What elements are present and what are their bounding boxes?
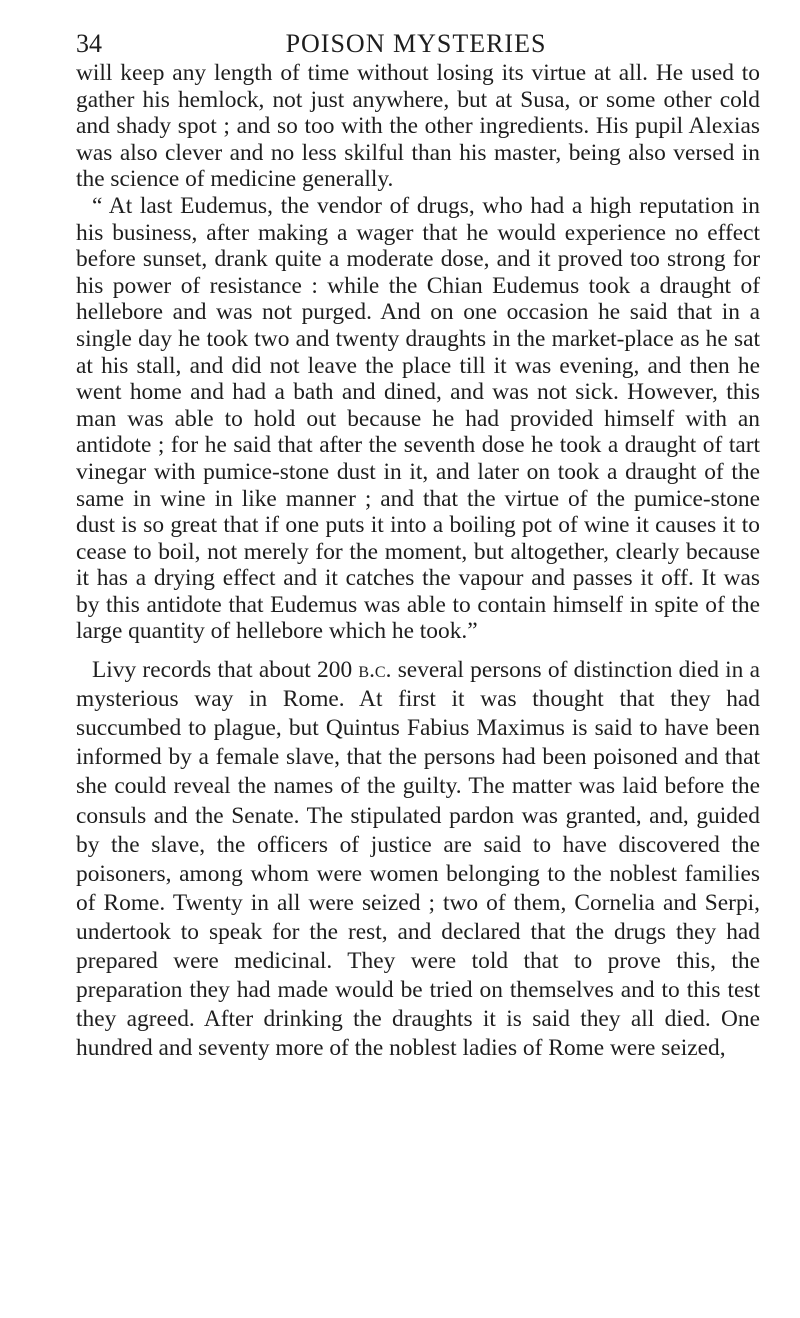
- paragraph-livy: [76, 656, 760, 1063]
- era-abbreviation: b.c.: [358, 657, 392, 684]
- page-header: [76, 26, 756, 62]
- paragraph-eudemus-quote: “ At last Eudemus, the vendor of drugs, who had a high reputation in his business, after making a wager that he would experience no effect before sunset, drank quite a moderate dose, and it proved too strong for his power of resistance : while the Chian Eudemus took a draught of hellebore and was not purged. And on one occasion he said that in a single day he took two and twenty draughts in the market-place as he sat at his stall, and did not leave the place till it was evening, and then he went home and had a bath and dined, and was not sick. However, this man was able to hold out because he had provided himself with an antidote ; for he said that after the seventh dose he took a draught of tart vinegar with pumice-stone dust in it, and later on took a draught of the same in wine in like manner ; and that the virtue of the pumice-stone dust is so great that if one puts it into a boiling pot of wine it causes it to cease to boil, not merely for the moment, but altogether, clearly because it has a drying effect and it catches the vapour and passes it off. It was by this antidote that Eudemus was able to contain himself in spite of the large quantity of hellebore which he took.”: [76, 192, 760, 645]
- page-number: 34: [76, 29, 102, 58]
- paragraph-continuation: will keep any length of time without losing its virtue at all. He used to gather his hemlock, not just anywhere, but at Susa, or some other cold and shady spot ; and so too with the other ingredients. His pupil Alexias was also clever and no less skilful than his master, being also versed in the science of medicine generally.: [76, 60, 760, 193]
- livy-text-before: Livy records that about 200: [92, 657, 359, 684]
- livy-text-after: several persons of distinction died in a mysterious way in Rome. At first it was thought that they had succumbed to plague, but Quintus Fabius Maximus is said to have been informed by a female slave, that the persons had been poisoned and that she could reveal the names of the guilty. The matter was laid before the consuls and the Senate. The stipulated pardon was granted, and, guided by the slave, the officers of justice are said to have discovered the poisoners, among whom were women belonging to the noblest families of Rome. Twenty in all were seized ; two of them, Cornelia and Serpi, undertook to speak for the rest, and declared that the drugs they had prepared were medicinal. They were told that to prove this, the preparation they had made would be tried on themselves and to this test they agreed. After drinking the draughts it is said they all died. One hundred and seventy more of the noblest ladies of Rome were seized,: [76, 657, 760, 1062]
- body-text: [76, 60, 760, 1063]
- running-title: POISON MYSTERIES: [285, 29, 547, 58]
